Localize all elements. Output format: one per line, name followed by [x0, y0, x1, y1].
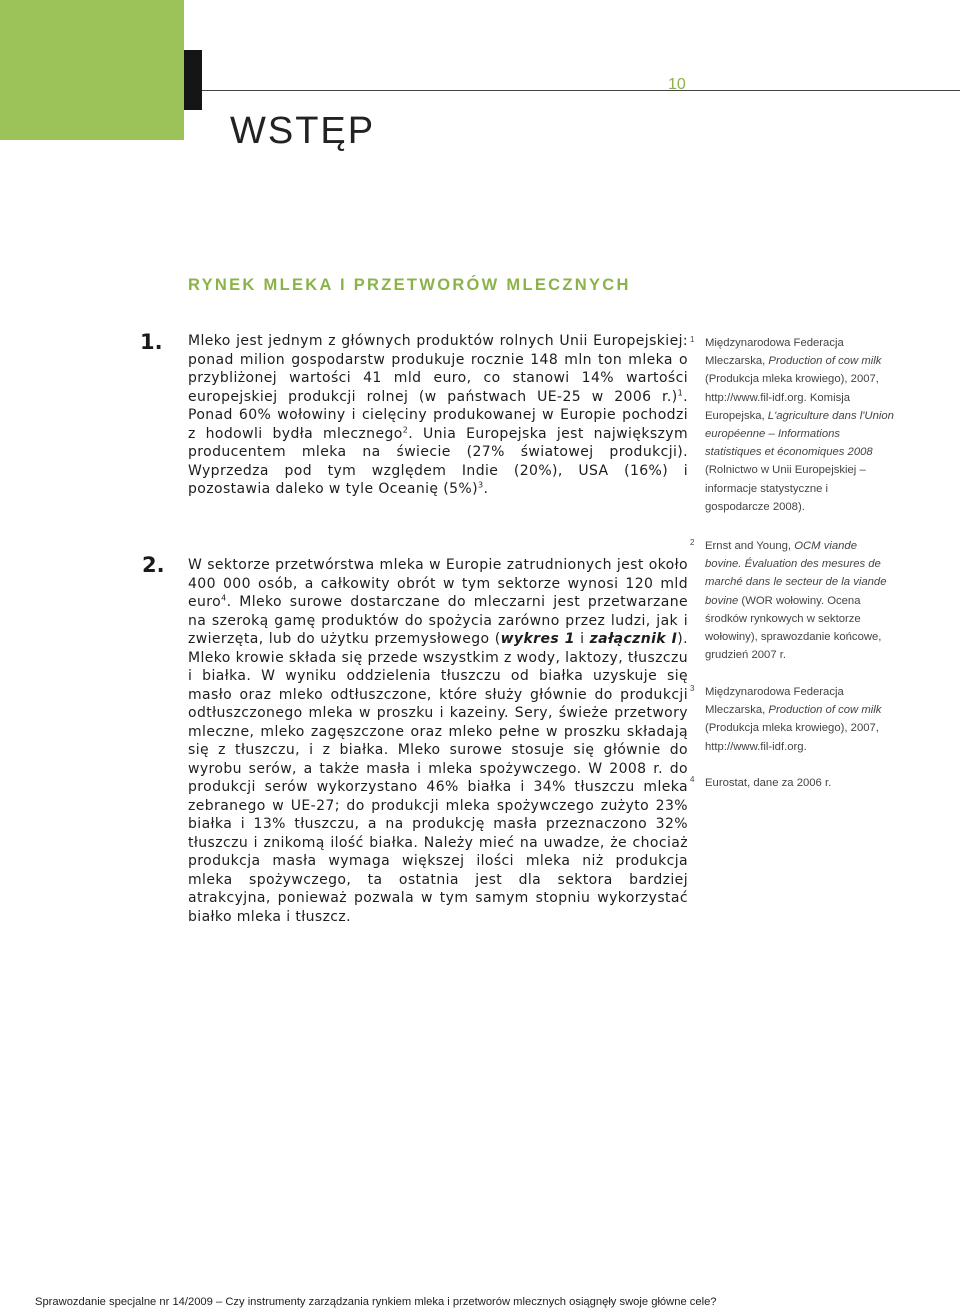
paragraph-2-text	[188, 556, 688, 926]
footnote-1	[690, 334, 895, 516]
chapter-title: WSTĘP	[230, 110, 376, 152]
decorative-green-block	[0, 0, 184, 140]
decorative-black-bar	[184, 50, 202, 110]
text-run: (Produkcja mleka krowiego), 2007, http://www.fil-idf.org.	[705, 722, 879, 753]
footnote-3	[690, 683, 895, 756]
footnote-4	[690, 774, 895, 792]
section-heading: RYNEK MLEKA I PRZETWORÓW MLECZNYCH	[188, 276, 631, 294]
footnote-number: 4	[690, 775, 695, 784]
paragraph-number: 1.	[140, 330, 163, 354]
text-run: (Rolnictwo w Unii Europejskiej – informacje statystyczne i gospodarcze 2008).	[705, 464, 866, 513]
footnote-ref[interactable]: 2	[402, 424, 409, 434]
text-run: .	[483, 481, 489, 497]
text-run: . Ponad 60% wołowiny i cielęciny produkowanej w Europie pochodzi z hodowli bydła mlecznego	[188, 388, 688, 442]
italic-title: OCM viande bovine. Évaluation des mesures de marché dans le secteur de la viande bovine	[705, 540, 887, 607]
text-run: . Unia Europejska jest największym producentem mleka na świecie (27% światowej produkcji). Wyprzedza pod tym względem Indie (20%), USA (16%) i pozostawia daleko w tyle Oceanię (5%)	[188, 425, 688, 497]
page-number: 10	[668, 76, 686, 93]
footnote-ref[interactable]: 4	[221, 593, 227, 603]
chart-reference[interactable]: wykres 1	[500, 631, 575, 647]
footnote-number: 2	[690, 538, 695, 547]
text-run: Międzynarodowa Federacja Mleczarska,	[705, 337, 844, 368]
text-run: Ernst and Young,	[705, 540, 795, 552]
text-run: Mleko jest jednym z głównych produktów rolnych Unii Europejskiej: ponad milion gospodarstw produkuje rocznie 148 mln ton mleka o przybliżonej wartości 41 mld euro, co stanowi 14% wartości europejskiej produkcji rolnej (w państwach UE-25 w 2006 r.)	[188, 333, 688, 405]
text-run: (WOR wołowiny. Ocena środków rynkowych w sektorze wołowiny), sprawozdanie końcowe, grudzień 2007 r.	[705, 594, 882, 662]
italic-title: Production of cow milk	[768, 355, 882, 368]
footnote-number: 3	[690, 684, 695, 693]
text-run: Międzynarodowa Federacja Mleczarska,	[705, 686, 844, 717]
footnote-ref[interactable]: 3	[478, 480, 484, 490]
text-run: (Produkcja mleka krowiego), 2007, http://www.fil-idf.org. Komisja Europejska,	[705, 373, 879, 422]
paragraph-number: 2.	[142, 553, 165, 577]
page-footer: Sprawozdanie specjalne nr 14/2009 – Czy instrumenty zarządzania rynkiem mleka i przetworów mlecznych osiągnęły swoje główne cele?	[35, 1296, 717, 1308]
text-run: i	[574, 631, 590, 647]
annex-reference[interactable]: załącznik I	[589, 631, 678, 647]
italic-title: L'agriculture dans l'Union européenne – Informations statistiques et économiques 2008	[705, 409, 894, 459]
footnote-2	[690, 537, 895, 664]
footnote-ref[interactable]: 1	[677, 387, 684, 397]
footnote-number: 1	[690, 335, 695, 344]
text-run: Eurostat, dane za 2006 r.	[705, 777, 832, 789]
text-run: W sektorze przetwórstwa mleka w Europie zatrudnionych jest około 400 000 osób, a całkowity obrót w tym sektorze wynosi 120 mld euro	[188, 557, 688, 610]
paragraph-2	[188, 556, 688, 926]
paragraph-1	[188, 332, 688, 499]
italic-title: Production of cow milk	[768, 704, 882, 717]
text-run: . Mleko surowe dostarczane do mleczarni jest przetwarzane na szeroką gamę produktów do spożycia zarówno przez ludzi, jak i zwierzęta, lub do użytku przemysłowego (	[188, 594, 688, 647]
text-run: ). Mleko krowie składa się przede wszystkim z wody, laktozy, tłuszczu i białka. W wyniku oddzielenia tłuszczu od białka uzyskuje się masło oraz mleko odtłuszczone, które służy głównie do produkcji odtłuszczonego mleka w proszku i kazeiny. Sery, świeże przetwory mleczne, mleko zagęszczone oraz mleko pełne w proszku składają się z tłuszczu, i z białka. Mleko surowe stosuje się głównie do wyrobu serów, a także masła i mleka spożywczego. W 2008 r. do produkcji serów wykorzystano 46% białka i 34% tłuszczu mleka zebranego w UE-27; do produkcji mleka spożywczego zużyto 23% białka i 13% tłuszczu, a na produkcję masła przeznaczono 32% tłuszczu i znikomą ilość białka. Należy mieć na uwadze, że chociaż produkcja masła wymaga większej ilości mleka niż produkcja mleka spożywczego, ta ostatnia jest dla sektora bardziej atrakcyjna, ponieważ pozwala w tym samym stopniu wykorzystać białko mleka i tłuszcz.	[188, 631, 689, 925]
header-rule	[202, 90, 960, 91]
paragraph-1-text	[188, 332, 688, 499]
